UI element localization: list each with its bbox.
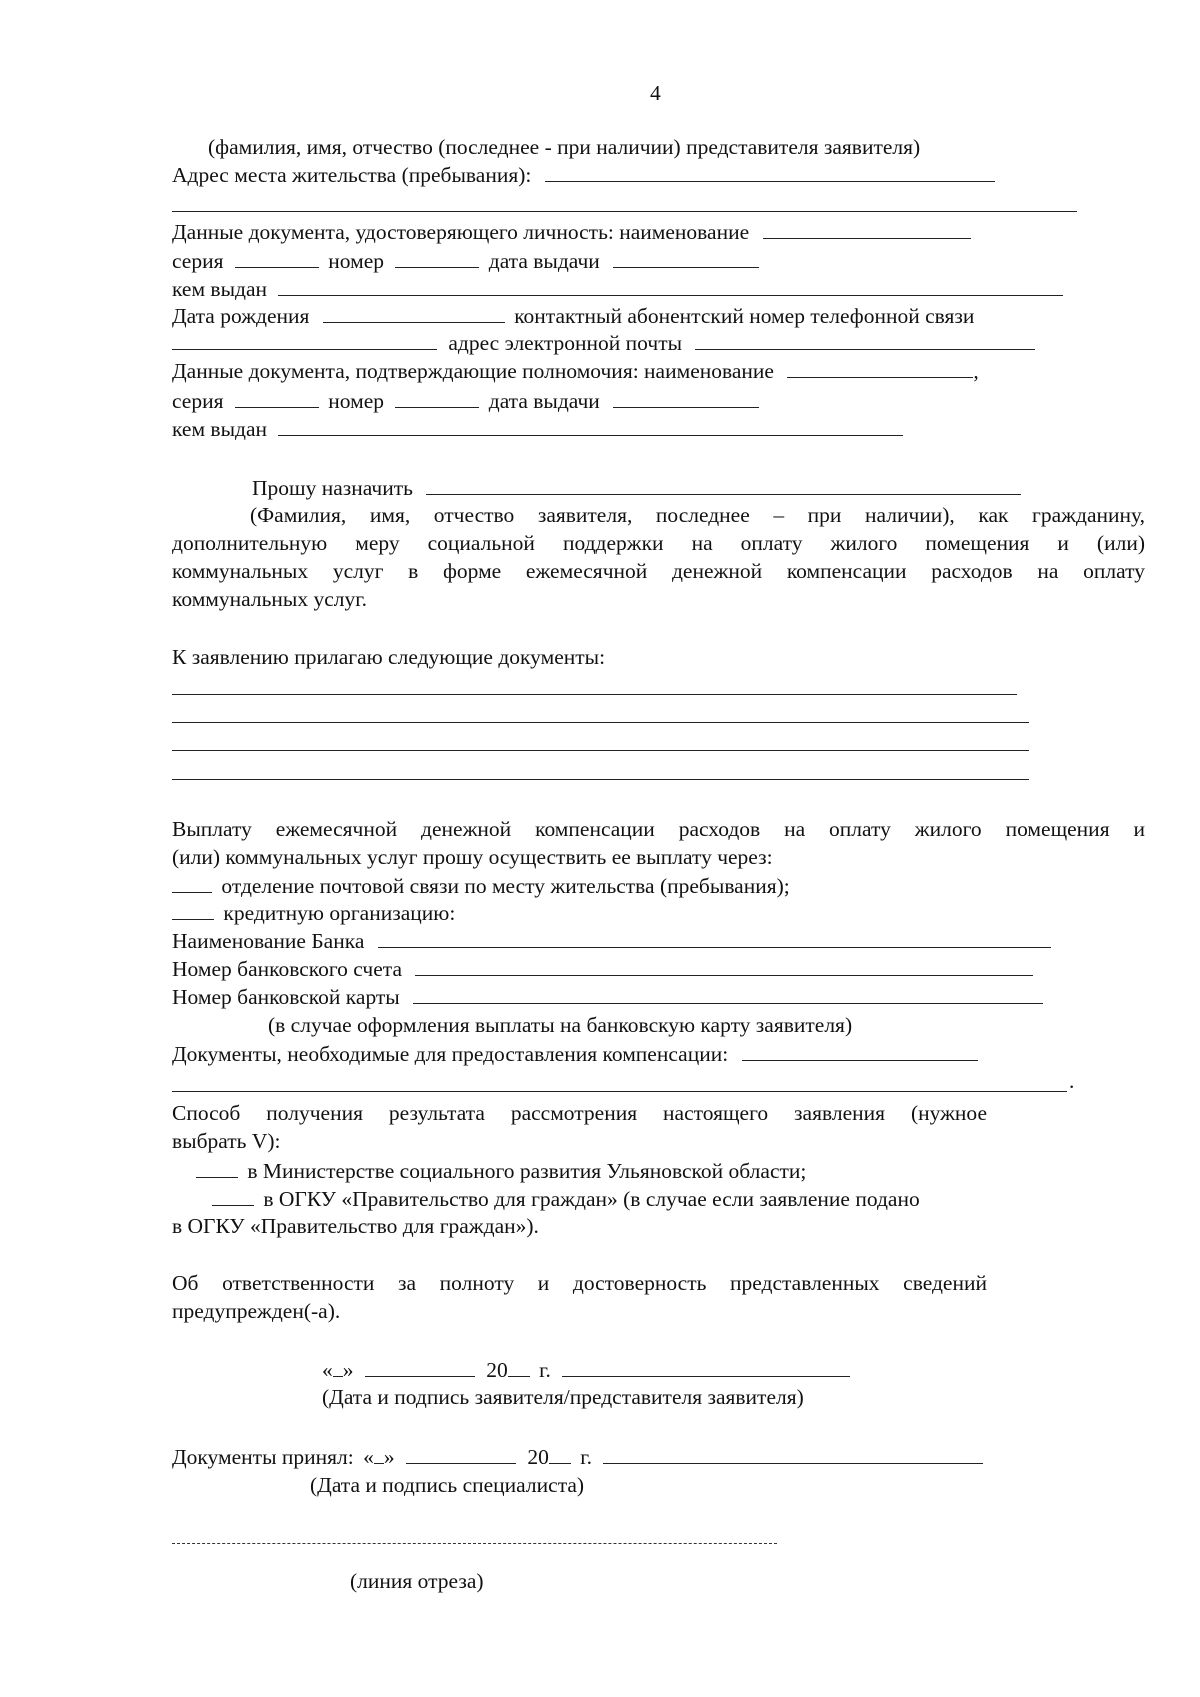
card-caption: (в случае оформления выплаты на банковскую карту заявителя) — [268, 1013, 853, 1037]
post-option-checkbox[interactable] — [172, 872, 212, 893]
cut-line — [172, 1543, 777, 1544]
id-series-field[interactable] — [235, 247, 319, 268]
post-option-label: отделение почтовой связи по месту жительства (пребывания); — [221, 874, 790, 898]
applicant-year-field[interactable] — [508, 1356, 530, 1377]
responsibility-line-1: Об ответственности за полноту и достоверность представленных сведений — [172, 1271, 987, 1295]
authority-issued-by-field[interactable] — [278, 415, 903, 436]
authority-series-row — [172, 387, 759, 414]
quote-close: » — [383, 1445, 395, 1469]
year-suffix: г. — [580, 1445, 593, 1469]
accepted-signature-field[interactable] — [603, 1443, 983, 1464]
applicant-date-sign-row — [322, 1356, 850, 1383]
request-body-line-2: дополнительную меру социальной поддержки на оплату жилого помещения и (или) — [172, 531, 1145, 555]
attachment-line-2[interactable] — [172, 722, 1029, 723]
id-issued-by-field[interactable] — [278, 275, 1063, 296]
applicant-sign-caption: (Дата и подпись заявителя/представителя заявителя) — [322, 1385, 804, 1409]
bank-account-row — [172, 955, 1033, 982]
id-issue-date-field[interactable] — [613, 247, 759, 268]
issued-by-label: кем выдан — [172, 417, 268, 441]
id-document-row — [172, 218, 971, 245]
quote-open: « — [363, 1445, 374, 1469]
email-label: адрес электронной почты — [448, 331, 683, 355]
attachments-label: К заявлению прилагаю следующие документы: — [172, 645, 606, 669]
email-field[interactable] — [695, 329, 1035, 350]
request-label: Прошу назначить — [252, 476, 413, 500]
page-number: 4 — [650, 81, 661, 105]
accepted-sign-caption: (Дата и подпись специалиста) — [310, 1473, 585, 1497]
responsibility-line-2: предупрежден(-а). — [172, 1299, 341, 1323]
accepted-month-field[interactable] — [406, 1443, 516, 1464]
number-label: номер — [328, 389, 384, 413]
authority-document-row — [172, 357, 979, 384]
phone-label: контактный абонентский номер телефонной связи — [514, 304, 975, 328]
bank-card-label: Номер банковской карты — [172, 985, 400, 1009]
request-body-line-1: (Фамилия, имя, отчество заявителя, последнее – при наличии), как гражданину, — [250, 503, 1145, 527]
cut-line-label: (линия отреза) — [350, 1569, 484, 1593]
authority-series-field[interactable] — [235, 387, 319, 408]
address-field[interactable] — [545, 161, 995, 182]
address-row — [172, 161, 995, 188]
ministry-option-checkbox[interactable] — [196, 1157, 238, 1178]
attachment-line-4[interactable] — [172, 779, 1029, 780]
accepted-row — [172, 1443, 983, 1470]
birth-date-label: Дата рождения — [172, 304, 310, 328]
issue-date-label: дата выдачи — [488, 389, 600, 413]
accepted-day-field[interactable] — [374, 1443, 384, 1464]
request-row — [252, 474, 1021, 501]
series-label: серия — [172, 389, 224, 413]
year-prefix: 20 — [527, 1445, 549, 1469]
accepted-year-field[interactable] — [549, 1443, 571, 1464]
id-document-name-field[interactable] — [763, 218, 971, 239]
series-label: серия — [172, 249, 224, 273]
ogku-option-line-2: в ОГКУ «Правительство для граждан»). — [172, 1214, 539, 1238]
method-text-line-2: выбрать V): — [172, 1129, 281, 1153]
authority-issued-by-row — [172, 415, 903, 442]
bank-name-field[interactable] — [378, 927, 1051, 948]
applicant-signature-field[interactable] — [562, 1356, 850, 1377]
method-option-ogku — [212, 1185, 920, 1212]
issued-by-label: кем выдан — [172, 277, 268, 301]
authority-document-name-field[interactable] — [787, 357, 973, 378]
birth-phone-row — [172, 302, 974, 329]
quote-open: « — [322, 1358, 333, 1382]
method-option-ministry — [196, 1157, 806, 1184]
phone-email-row — [172, 329, 1035, 356]
authority-comma: , — [973, 359, 979, 383]
id-series-row — [172, 247, 759, 274]
attachment-line-3[interactable] — [172, 750, 1029, 751]
request-body-line-4: коммунальных услуг. — [172, 587, 368, 611]
payment-option-post — [172, 872, 790, 899]
address-continuation-field[interactable] — [172, 211, 1077, 212]
payment-option-credit — [172, 899, 455, 926]
documents-label: Документы, необходимые для предоставления компенсации: — [172, 1042, 729, 1066]
id-document-label: Данные документа, удостоверяющего личность: наименование — [172, 220, 750, 244]
ogku-option-checkbox[interactable] — [212, 1185, 254, 1206]
number-label: номер — [328, 249, 384, 273]
documents-continuation-field[interactable] — [172, 1091, 1067, 1092]
bank-account-field[interactable] — [415, 955, 1033, 976]
documents-row — [172, 1040, 978, 1067]
bank-card-row — [172, 983, 1043, 1010]
credit-option-label: кредитную организацию: — [223, 901, 456, 925]
year-prefix: 20 — [486, 1358, 508, 1382]
applicant-day-field[interactable] — [333, 1356, 343, 1377]
phone-field[interactable] — [172, 329, 437, 350]
documents-field[interactable] — [742, 1040, 978, 1061]
accepted-label: Документы принял: — [172, 1445, 354, 1469]
bank-name-label: Наименование Банка — [172, 929, 365, 953]
bank-card-field[interactable] — [413, 983, 1043, 1004]
authority-document-label: Данные документа, подтверждающие полномочия: наименование — [172, 359, 774, 383]
attachment-line-1[interactable] — [172, 694, 1017, 695]
payment-text-line-2: (или) коммунальных услуг прошу осуществить ее выплату через: — [172, 845, 773, 869]
applicant-month-field[interactable] — [365, 1356, 475, 1377]
quote-close: » — [342, 1358, 354, 1382]
request-body-line-3: коммунальных услуг в форме ежемесячной денежной компенсации расходов на оплату — [172, 559, 1145, 583]
birth-date-field[interactable] — [323, 302, 505, 323]
documents-end-period: . — [1069, 1069, 1075, 1093]
request-applicant-field[interactable] — [426, 474, 1021, 495]
id-issued-by-row — [172, 275, 1063, 302]
ogku-option-label: в ОГКУ «Правительство для граждан» (в случае если заявление подано — [263, 1187, 920, 1211]
method-text-line-1: Способ получения результата рассмотрения настоящего заявления (нужное — [172, 1101, 987, 1125]
issue-date-label: дата выдачи — [488, 249, 600, 273]
payment-text-line-1: Выплату ежемесячной денежной компенсации расходов на оплату жилого помещения и — [172, 817, 1145, 841]
year-suffix: г. — [539, 1358, 551, 1382]
representative-caption: (фамилия, имя, отчество (последнее - при наличии) представителя заявителя) — [208, 135, 921, 159]
credit-option-checkbox[interactable] — [172, 899, 214, 920]
id-number-field[interactable] — [395, 247, 479, 268]
bank-account-label: Номер банковского счета — [172, 957, 402, 981]
bank-name-row — [172, 927, 1051, 954]
ministry-option-label: в Министерстве социального развития Ульяновской области; — [247, 1159, 807, 1183]
authority-number-field[interactable] — [395, 387, 479, 408]
address-label: Адрес места жительства (пребывания): — [172, 163, 532, 187]
authority-issue-date-field[interactable] — [613, 387, 759, 408]
